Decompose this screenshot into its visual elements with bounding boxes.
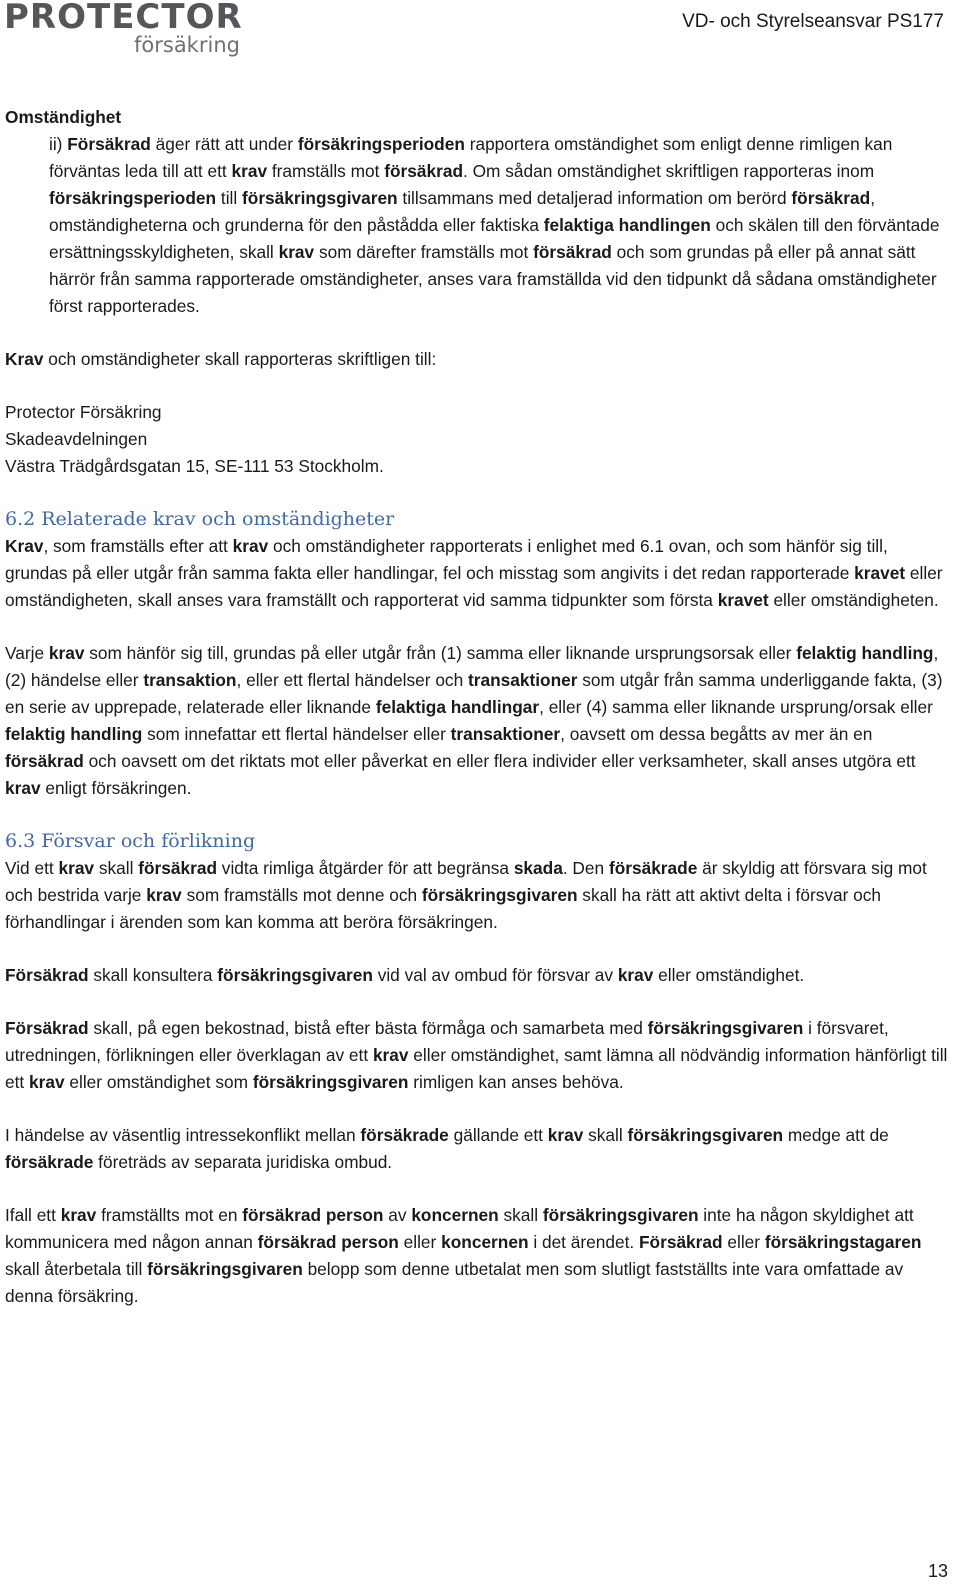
defined-term: skada <box>513 858 563 878</box>
defined-term: Försäkrad <box>5 965 89 985</box>
defined-term: försäkrade <box>5 1152 94 1172</box>
text-run: skall <box>583 1125 628 1145</box>
defined-term: Försäkrad <box>5 1018 89 1038</box>
document-reference: VD- och Styrelseansvar PS177 <box>682 11 944 32</box>
defined-term: krav <box>232 536 269 556</box>
document-body <box>5 104 955 1336</box>
text-run: framställs mot <box>267 161 385 181</box>
text-run: tillsammans med detaljerad information om berörd <box>397 188 792 208</box>
defined-term: försäkrad <box>138 858 217 878</box>
defined-term: felaktig handling <box>5 724 143 744</box>
defined-term: felaktiga handlingen <box>543 215 711 235</box>
text-run: , eller (4) samma eller liknande ursprung/orsak eller <box>539 697 933 717</box>
defined-term: försäkringsgivaren <box>252 1072 409 1092</box>
text-run: . Den <box>562 858 609 878</box>
text-run: inte ha någon skyldighet att kommunicera med någon annan <box>5 1205 914 1252</box>
defined-term: försäkrade <box>360 1125 449 1145</box>
company-logo <box>4 0 243 56</box>
text-run: , som framställs efter att <box>43 536 233 556</box>
text-run: eller omständighet. <box>653 965 805 985</box>
defined-term: försäkrad <box>5 751 84 771</box>
text-run: vidta rimliga åtgärder för att begränsa <box>217 858 514 878</box>
text-run: rapportera omständighet som enligt denne rimligen kan förväntas leda till att ett <box>49 134 893 181</box>
text-run: Varje <box>5 643 49 663</box>
section-6-3-paragraph-1 <box>5 855 955 936</box>
text-run: Vid ett <box>5 858 59 878</box>
defined-term: Krav <box>5 349 44 369</box>
text-run: eller omständigheten. <box>768 590 939 610</box>
address-line-company: Protector Försäkring <box>5 402 162 422</box>
text-run: , eller ett flertal händelser och <box>236 670 468 690</box>
defined-term: krav <box>547 1125 584 1145</box>
page-header <box>0 0 960 70</box>
defined-term: felaktiga handlingar <box>375 697 540 717</box>
text-run: skall återbetala till <box>5 1259 148 1279</box>
text-run: i det ärendet. <box>528 1232 639 1252</box>
defined-term: krav <box>60 1205 97 1225</box>
defined-term: försäkringsgivaren <box>542 1205 699 1225</box>
defined-term: försäkrade <box>608 858 698 878</box>
omstandighet-paragraph <box>49 131 955 320</box>
section-6-3-heading: 6.3 Försvar och förlikning <box>5 830 256 852</box>
section-6-3-paragraph-3 <box>5 1015 955 1096</box>
defined-term: försäkringsgivaren <box>647 1018 804 1038</box>
defined-term: försäkrad <box>533 242 612 262</box>
text-run: enligt försäkringen. <box>40 778 192 798</box>
text-run: som framställs mot denne och <box>181 885 422 905</box>
defined-term: krav <box>372 1045 409 1065</box>
defined-term: krav <box>5 778 41 798</box>
defined-term: krav <box>146 885 182 905</box>
text-run: medge att de <box>783 1125 889 1145</box>
text-run: Ifall ett <box>5 1205 61 1225</box>
section-6-2-paragraph-2 <box>5 640 955 802</box>
defined-term: felaktig handling <box>796 643 934 663</box>
defined-term: Krav <box>5 536 44 556</box>
text-run: . Om sådan omständighet skriftligen rapporteras inom <box>463 161 875 181</box>
defined-term: krav <box>231 161 268 181</box>
defined-term: Försäkrad <box>639 1232 723 1252</box>
defined-term: krav <box>617 965 654 985</box>
text-run: eller omständighet, samt lämna all nödvändig information hänförligt till ett <box>5 1045 948 1092</box>
text-run: skall <box>498 1205 543 1225</box>
text-run: vid val av ombud för försvar av <box>372 965 618 985</box>
text-run: företräds av separata juridiska ombud. <box>93 1152 393 1172</box>
text-run: gällande ett <box>448 1125 548 1145</box>
text-run: eller <box>722 1232 765 1252</box>
text-run: och omständigheter skall rapporteras skriftligen till: <box>43 349 437 369</box>
logo-subtitle: försäkring <box>134 33 240 57</box>
defined-term: kravet <box>854 563 906 583</box>
defined-term: försäkringsgivaren <box>627 1125 784 1145</box>
defined-term: transaktion <box>143 670 237 690</box>
defined-term: transaktioner <box>467 670 578 690</box>
text-run: och som grundas på eller på annat sätt härrör från samma rapporterade omständigheter, anses vara framställda vid den tidpunkt då sådana omständigheter först rapporterades. <box>49 242 937 316</box>
defined-term: försäkringsperioden <box>297 134 465 154</box>
text-run: som därefter framställs mot <box>314 242 534 262</box>
text-run: äger rätt att under <box>150 134 298 154</box>
defined-term: försäkringsperioden <box>49 188 217 208</box>
text-run: till <box>216 188 243 208</box>
text-run: som hänför sig till, grundas på eller utgår från (1) samma eller liknande ursprungsorsak eller <box>84 643 797 663</box>
text-run: , oavsett om dessa begåtts av mer än en <box>560 724 873 744</box>
defined-term: försäkrad person <box>257 1232 399 1252</box>
defined-term: försäkrad person <box>242 1205 384 1225</box>
defined-term: försäkringsgivaren <box>217 965 373 985</box>
text-run: skall ha rätt att aktivt delta i försvar och förhandlingar i ärenden som kan komma att beröra försäkringen. <box>5 885 882 932</box>
defined-term: krav <box>278 242 315 262</box>
section-6-3-paragraph-5 <box>5 1202 955 1310</box>
omstandighet-heading: Omständighet <box>5 107 122 127</box>
text-run: som innefattar ett flertal händelser eller <box>142 724 451 744</box>
text-run: och oavsett om det riktats mot eller påverkat en eller flera individer eller verksamheter, skall anses utgöra ett <box>83 751 916 771</box>
section-6-3-paragraph-2 <box>5 962 955 989</box>
text-run: är skyldig att försvara sig mot och bestrida varje <box>5 858 927 905</box>
text-run: som utgår från samma underliggande fakta, (3) en serie av upprepade, relaterade eller liknande <box>5 670 943 717</box>
defined-term: försäkringsgivaren <box>242 188 398 208</box>
defined-term: försäkringstagaren <box>764 1232 922 1252</box>
text-run: skall konsultera <box>88 965 218 985</box>
report-instruction-paragraph <box>5 346 955 373</box>
defined-term: krav <box>29 1072 65 1092</box>
text-run: eller omständighet som <box>64 1072 253 1092</box>
text-run: skall, på egen bekostnad, bistå efter bästa förmåga och samarbeta med <box>88 1018 648 1038</box>
page-number: 13 <box>927 1561 948 1581</box>
section-6-2-heading: 6.2 Relaterade krav och omständigheter <box>5 508 395 530</box>
defined-term: försäkrad <box>791 188 871 208</box>
defined-term: försäkringsgivaren <box>147 1259 303 1279</box>
defined-term: försäkringsgivaren <box>421 885 578 905</box>
defined-term: kravet <box>717 590 769 610</box>
defined-term: koncernen <box>411 1205 499 1225</box>
text-run: eller omständigheten, skall anses vara framställt och rapporterat vid samma tidpunkter som första <box>5 563 943 610</box>
text-run: , (2) händelse eller <box>5 643 939 690</box>
text-run: eller <box>398 1232 442 1252</box>
text-run: av <box>383 1205 412 1225</box>
section-6-3-paragraph-4 <box>5 1122 955 1176</box>
claims-address <box>5 399 955 480</box>
text-run: och omständigheter rapporterats i enlighet med 6.1 ovan, och som hänför sig till, grundas på eller utgår från samma fakta eller handlingar, fel och misstag som angivits i det redan rapporterade <box>5 536 888 583</box>
text-run: I händelse av väsentlig intressekonflikt mellan <box>5 1125 361 1145</box>
defined-term: koncernen <box>441 1232 529 1252</box>
text-run: och skälen till den förväntade ersättningsskyldigheten, skall <box>49 215 940 262</box>
text-run: belopp som denne utbetalat men som slutligt fastställts inte vara omfattade av denna försäkring. <box>5 1259 904 1306</box>
logo-wordmark: PROTECTOR <box>4 0 243 37</box>
text-run: i försvaret, utredningen, förlikningen eller överklagan av ett <box>5 1018 889 1065</box>
text-run: framställts mot en <box>96 1205 243 1225</box>
address-line-department: Skadeavdelningen <box>5 429 148 449</box>
defined-term: Försäkrad <box>67 134 151 154</box>
defined-term: krav <box>48 643 85 663</box>
text-run: ii) <box>49 134 68 154</box>
defined-term: krav <box>58 858 95 878</box>
section-6-2-paragraph-1 <box>5 533 955 614</box>
text-run: rimligen kan anses behöva. <box>408 1072 624 1092</box>
address-line-street: Västra Trädgårdsgatan 15, SE-111 53 Stockholm. <box>5 456 384 476</box>
defined-term: försäkrad <box>384 161 463 181</box>
text-run: skall <box>94 858 139 878</box>
defined-term: transaktioner <box>450 724 561 744</box>
text-run: , omständigheterna och grunderna för den påstådda eller faktiska <box>49 188 875 235</box>
